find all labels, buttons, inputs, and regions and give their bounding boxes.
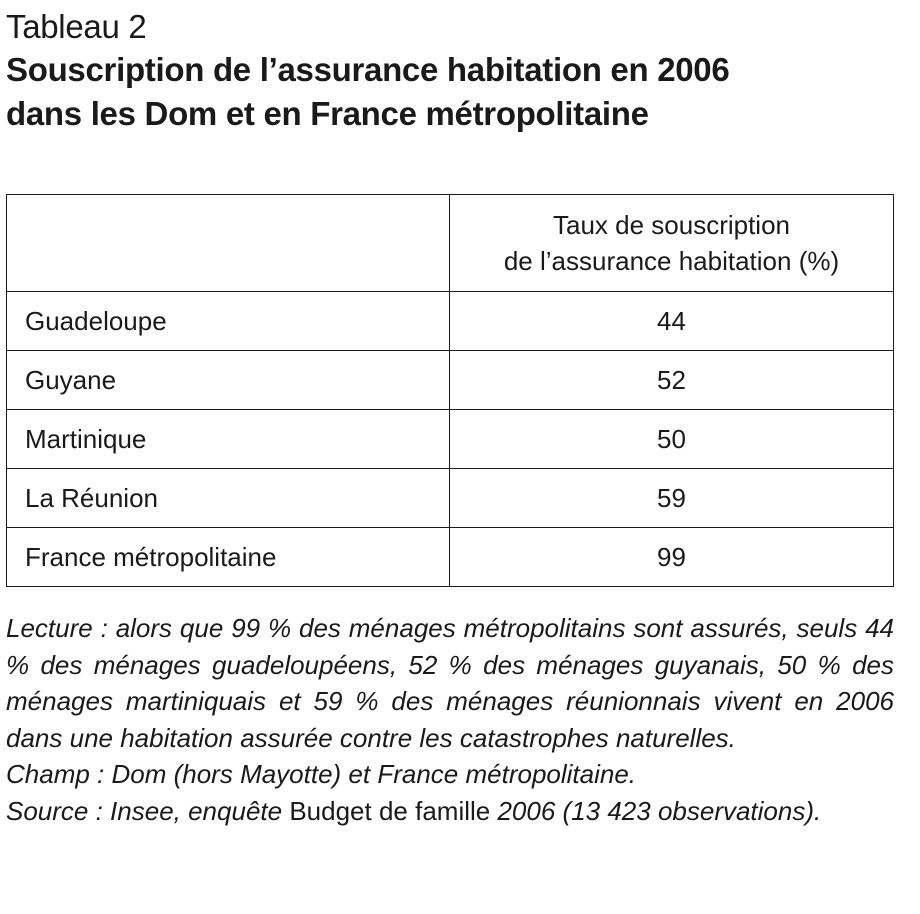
- value-cell: 59: [450, 469, 894, 528]
- column-header-line1: Taux de souscription: [552, 210, 791, 240]
- data-table: [6, 194, 894, 587]
- region-cell: Guyane: [7, 351, 450, 410]
- region-cell: France métropolitaine: [7, 528, 450, 587]
- empty-corner-cell: [7, 195, 450, 292]
- region-cell: La Réunion: [7, 469, 450, 528]
- lecture-note: Lecture : alors que 99 % des ménages métropolitains sont assurés, seuls 44 % des ménages guadeloupéens, 52 % des ménages guyanais, 50 % des ménages martiniquais et 59 % des ménages réunionnais vivent en 2006 dans une habitation assurée contre les catastrophes naturelles.: [6, 613, 894, 753]
- column-header: [450, 195, 894, 292]
- value-cell: 44: [450, 292, 894, 351]
- table-notes: [6, 610, 894, 829]
- table-row: [7, 351, 894, 410]
- column-header-line2: de l’assurance habitation (%): [503, 246, 840, 276]
- table-row: [7, 410, 894, 469]
- source-prefix: Source : Insee, enquête: [6, 795, 283, 826]
- value-cell: 52: [450, 351, 894, 410]
- source-survey-name: Budget de famille: [289, 795, 491, 826]
- table-row: [7, 528, 894, 587]
- table-row: [7, 469, 894, 528]
- table-row: [7, 292, 894, 351]
- source-suffix: 2006 (13 423 observations).: [497, 795, 822, 826]
- region-cell: Martinique: [7, 410, 450, 469]
- table-title: Souscription de l’assurance habitation en 2006 dans les Dom et en France métropolitaine: [6, 51, 730, 132]
- value-cell: 50: [450, 410, 894, 469]
- champ-note: Champ : Dom (hors Mayotte) et France métropolitaine.: [6, 759, 637, 789]
- table-label: Tableau 2: [6, 8, 147, 45]
- region-cell: Guadeloupe: [7, 292, 450, 351]
- document-page: [6, 0, 894, 826]
- source-note: [6, 793, 894, 830]
- value-cell: 99: [450, 528, 894, 587]
- table-header-row: [7, 195, 894, 292]
